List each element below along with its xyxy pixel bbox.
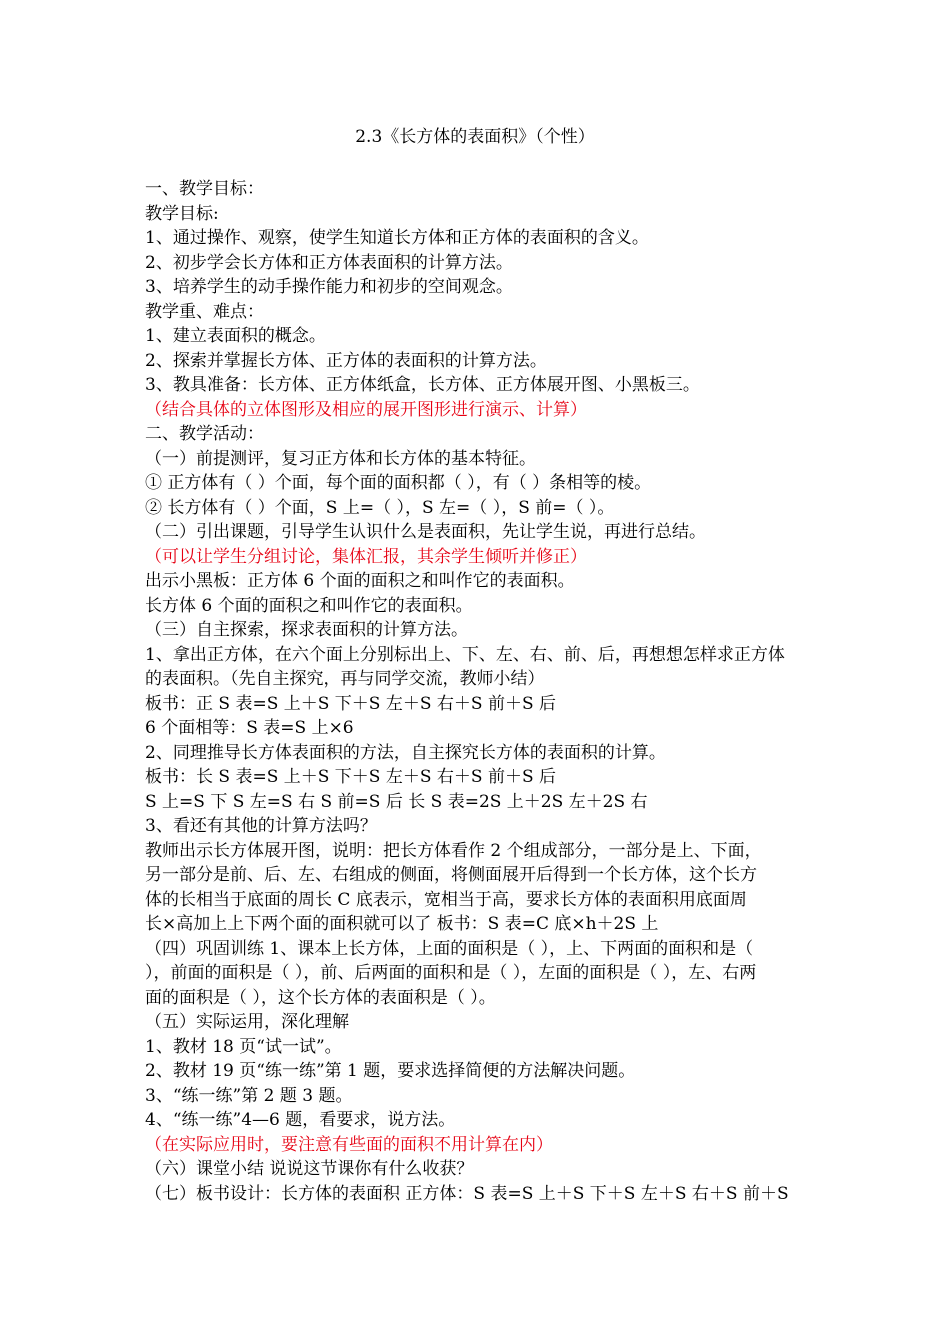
teaching-note-line: （结合具体的立体图形及相应的展开图形进行演示、计算） xyxy=(145,399,587,420)
text-line: （六）课堂小结 说说这节课你有什么收获？ xyxy=(145,1159,474,1179)
text-line: 1、教材 18 页“试一试”。 xyxy=(145,1036,342,1057)
text-line: ① 正方体有（ ）个面，每个面的面积都（ ），有（ ）条相等的棱。 xyxy=(145,473,652,493)
text-line: S 上=S 下 S 左=S 右 S 前=S 后 长 S 表=2S 上＋2S 左＋2S 右 xyxy=(145,791,648,812)
text-line: 3、培养学生的动手操作能力和初步的空间观念。 xyxy=(145,277,513,297)
text-line: 3、看还有其他的计算方法吗？ xyxy=(145,816,377,836)
text-line: 2、探索并掌握长方体、正方体的表面积的计算方法。 xyxy=(145,350,547,371)
text-line: （七）板书设计：长方体的表面积 正方体：S 表=S 上＋S 下＋S 左＋S 右＋S 前＋S xyxy=(145,1183,789,1204)
text-line: 面的面积是（ ），这个长方体的表面积是（ ）。 xyxy=(145,987,496,1008)
text-line: 1、建立表面积的概念。 xyxy=(145,326,326,346)
teaching-note-line: （在实际应用时，要注意有些面的面积不用计算在内） xyxy=(145,1134,553,1155)
text-line: 教学目标: xyxy=(145,203,219,224)
text-line: 3、教具准备：长方体、正方体纸盒，长方体、正方体展开图、小黑板三。 xyxy=(145,375,700,395)
text-line: 6 个面相等：S 表=S 上×6 xyxy=(145,718,354,738)
text-line: 2、初步学会长方体和正方体表面积的计算方法。 xyxy=(145,252,513,273)
text-line: 一、教学目标： xyxy=(145,179,264,199)
text-line: 长×高加上上下两个面的面积就可以了 板书：S 表=C 底×h＋2S 上 xyxy=(145,914,659,934)
text-line: 教学重、难点： xyxy=(145,301,264,322)
document-body xyxy=(145,177,810,1206)
text-line: 1、通过操作、观察，使学生知道长方体和正方体的表面积的含义。 xyxy=(145,228,649,248)
text-line: 3、“练一练”第 2 题 3 题。 xyxy=(145,1085,353,1106)
text-line: （二）引出课题，引导学生认识什么是表面积，先让学生说，再进行总结。 xyxy=(145,522,706,542)
text-line: ），前面的面积是（ ），前、后两面的面积和是（ ），左面的面积是（ ），左、右两 xyxy=(145,963,757,983)
text-line: 长方体 6 个面的面积之和叫作它的表面积。 xyxy=(145,595,473,616)
text-line: 二、教学活动： xyxy=(145,424,264,444)
text-line: 2、教材 19 页“练一练”第 1 题，要求选择简便的方法解决问题。 xyxy=(145,1061,636,1081)
text-line: 板书：长 S 表=S 上＋S 下＋S 左＋S 右＋S 前＋S 后 xyxy=(145,767,556,787)
text-line: （三）自主探索，探求表面积的计算方法。 xyxy=(145,620,468,640)
text-line: 另一部分是前、后、左、右组成的侧面，将侧面展开后得到一个长方体，这个长方 xyxy=(145,865,757,885)
text-line: 体的长相当于底面的周长 C 底表示，宽相当于高，要求长方体的表面积用底面周 xyxy=(145,889,747,910)
text-line: 出示小黑板：正方体 6 个面的面积之和叫作它的表面积。 xyxy=(145,571,575,591)
text-line: （一）前提测评，复习正方体和长方体的基本特征。 xyxy=(145,448,536,469)
teaching-note-line: （可以让学生分组讨论，集体汇报，其余学生倾听并修正） xyxy=(145,546,587,567)
document-title: 2.3《长方体的表面积》（个性） xyxy=(355,127,595,147)
text-line: 教师出示长方体展开图，说明：把长方体看作 2 个组成部分，一部分是上、下面， xyxy=(145,840,762,861)
text-line: 的表面积。（先自主探究，再与同学交流，教师小结） xyxy=(145,669,545,689)
text-line: 板书：正 S 表=S 上＋S 下＋S 左＋S 右＋S 前＋S 后 xyxy=(145,693,556,714)
text-line: （五）实际运用，深化理解 xyxy=(145,1012,349,1032)
text-line: ② 长方体有（ ）个面，S 上=（ ），S 左=（ ），S 前=（ ）。 xyxy=(145,497,615,518)
text-line: 2、同理推导长方体表面积的方法，自主探究长方体的表面积的计算。 xyxy=(145,742,666,763)
text-line: （四）巩固训练 1、课本上长方体，上面的面积是（ ），上、下两面的面积和是（ xyxy=(145,938,754,959)
text-line: 1、拿出正方体，在六个面上分别标出上、下、左、右、前、后，再想想怎样求正方体 xyxy=(145,644,785,665)
text-line: 4、“练一练”4—6 题，看要求，说方法。 xyxy=(145,1110,456,1130)
